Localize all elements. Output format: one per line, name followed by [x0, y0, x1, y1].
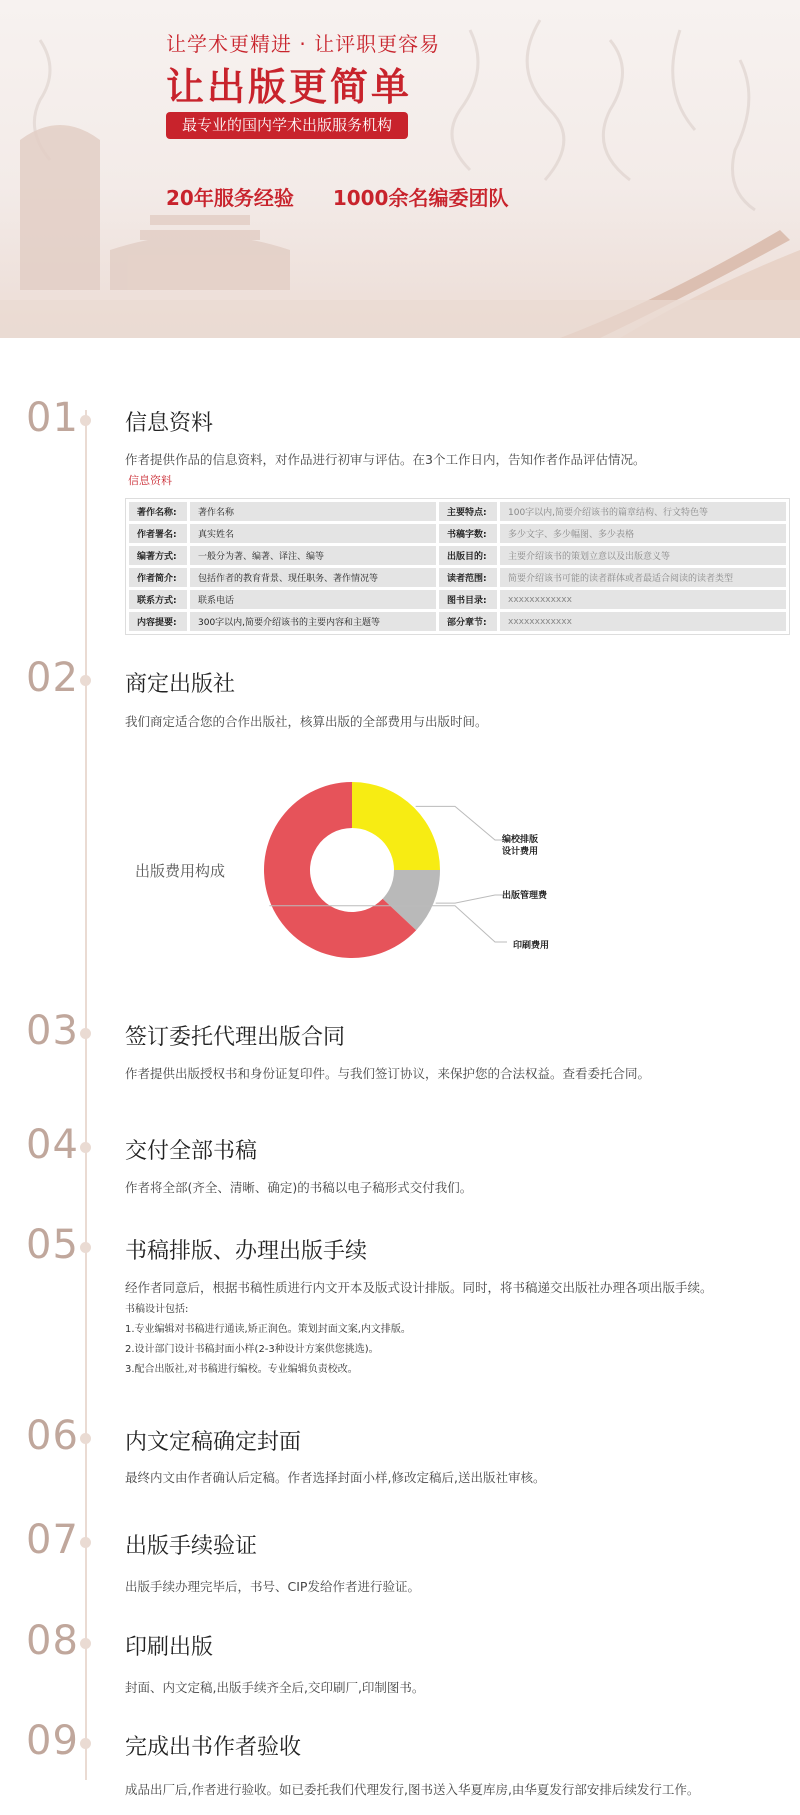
step-description: 出版手续办理完毕后，书号、CIP发给作者进行验证。 — [125, 1579, 420, 1594]
step-number: 06 — [26, 1413, 79, 1459]
info-table-row — [129, 568, 786, 587]
design-list-item: 1.专业编辑对书稿进行通读,矫正润色。策划封面文案,内文排版。 — [125, 1324, 411, 1335]
step-number: 01 — [26, 395, 79, 441]
design-list-item: 2.设计部门设计书稿封面小样(2-3种设计方案供您挑选)。 — [125, 1344, 379, 1355]
legend-label-design — [502, 834, 538, 858]
step-description: 经作者同意后，根据书稿性质进行内文开本及版式设计排版。同时，将书稿递交出版社办理各项出版手续。 — [125, 1280, 713, 1295]
hero-banner — [0, 0, 800, 338]
leader-line-1 — [436, 895, 507, 903]
info-cell-k2: 读者范围: — [439, 568, 497, 587]
legend-line: 编校排版 — [502, 835, 539, 845]
info-cell-k2: 出版目的: — [439, 546, 497, 565]
timeline-dot — [80, 675, 91, 686]
hero-stats — [166, 182, 540, 211]
step-title: 书稿排版、办理出版手续 — [125, 1239, 368, 1264]
info-cell-v2: xxxxxxxxxxxx — [500, 590, 786, 609]
hero-badge: 最专业的国内学术出版服务机构 — [166, 112, 408, 139]
step-number: 09 — [26, 1718, 79, 1764]
info-table — [125, 498, 790, 635]
cost-donut-chart — [260, 770, 640, 970]
hero-stat-editors: 1000余名编委团队 — [332, 186, 509, 210]
info-table-label: 信息资料 — [128, 474, 172, 487]
info-cell-k2: 书稿字数: — [439, 524, 497, 543]
info-table-row — [129, 590, 786, 609]
step-title: 内文定稿确定封面 — [125, 1430, 302, 1455]
info-cell-v2: 100字以内,简要介绍该书的篇章结构、行文特色等 — [500, 502, 786, 521]
info-cell-k2: 主要特点: — [439, 502, 497, 521]
timeline-dot — [80, 1242, 91, 1253]
step-title: 交付全部书稿 — [125, 1139, 258, 1164]
step-description: 作者将全部(齐全、清晰、确定)的书稿以电子稿形式交付我们。 — [125, 1180, 473, 1195]
hero-stat-years: 20年服务经验 — [166, 186, 294, 210]
donut-slice-0 — [352, 782, 440, 870]
step-description: 最终内文由作者确认后定稿。作者选择封面小样,修改定稿后,送出版社审核。 — [125, 1470, 546, 1485]
step-title: 商定出版社 — [125, 672, 236, 697]
step-description: 成品出厂后,作者进行验收。如已委托我们代理发行,图书送入华夏库房,由华夏发行部安排后续发行工作。 — [125, 1782, 700, 1797]
step-title: 印刷出版 — [125, 1635, 214, 1660]
step-description: 作者提供作品的信息资料，对作品进行初审与评估。在3个工作日内，告知作者作品评估情况。 — [125, 452, 646, 467]
step-description: 封面、内文定稿,出版手续齐全后,交印刷厂,印制图书。 — [125, 1680, 425, 1695]
info-cell-k1: 编著方式: — [129, 546, 187, 565]
step-number: 07 — [26, 1517, 79, 1563]
info-cell-k2: 图书目录: — [439, 590, 497, 609]
info-cell-v1: 著作名称 — [190, 502, 436, 521]
legend-line: 设计费用 — [502, 847, 539, 857]
info-cell-v2: 主要介绍该书的策划立意以及出版意义等 — [500, 546, 786, 565]
info-table-row — [129, 612, 786, 631]
step-number: 02 — [26, 655, 79, 701]
info-cell-v2: 简要介绍该书可能的读者群体或者最适合阅读的读者类型 — [500, 568, 786, 587]
chart-title: 出版费用构成 — [135, 862, 226, 880]
info-cell-k1: 著作名称: — [129, 502, 187, 521]
info-cell-k2: 部分章节: — [439, 612, 497, 631]
step-number: 04 — [26, 1122, 79, 1168]
info-cell-k1: 内容提要: — [129, 612, 187, 631]
info-cell-v1: 300字以内,简要介绍该书的主要内容和主题等 — [190, 612, 436, 631]
step-number: 08 — [26, 1618, 79, 1664]
info-table-row — [129, 502, 786, 521]
step-title: 签订委托代理出版合同 — [125, 1025, 346, 1050]
timeline-dot — [80, 415, 91, 426]
timeline-line — [85, 410, 87, 1780]
timeline-dot — [80, 1028, 91, 1039]
hero-title: 让出版更简单 — [166, 65, 413, 109]
info-table-row — [129, 524, 786, 543]
info-cell-v2: 多少文字、多少幅图、多少表格 — [500, 524, 786, 543]
legend-label-printing: 印刷费用 — [513, 941, 550, 951]
timeline-dot — [80, 1142, 91, 1153]
step-number: 03 — [26, 1008, 79, 1054]
timeline-dot — [80, 1537, 91, 1548]
step-title: 完成出书作者验收 — [125, 1735, 302, 1760]
timeline-dot — [80, 1638, 91, 1649]
step-number: 05 — [26, 1222, 79, 1268]
timeline-dot — [80, 1433, 91, 1444]
timeline-dot — [80, 1738, 91, 1749]
info-cell-v1: 一般分为著、编著、译注、编等 — [190, 546, 436, 565]
hero-subtitle: 让学术更精进 · 让评职更容易 — [166, 32, 441, 56]
info-cell-k1: 作者简介: — [129, 568, 187, 587]
info-cell-k1: 作者署名: — [129, 524, 187, 543]
design-list-heading: 书稿设计包括: — [125, 1304, 189, 1315]
design-list — [125, 1300, 411, 1380]
step-title: 信息资料 — [125, 411, 214, 436]
info-cell-v1: 真实姓名 — [190, 524, 436, 543]
step-description: 作者提供出版授权书和身份证复印件。与我们签订协议，来保护您的合法权益。查看委托合同。 — [125, 1066, 651, 1081]
info-table-row — [129, 546, 786, 565]
info-cell-v1: 包括作者的教育背景、现任职务、著作情况等 — [190, 568, 436, 587]
design-list-item: 3.配合出版社,对书稿进行编校。专业编辑负责校改。 — [125, 1364, 358, 1375]
legend-label-management: 出版管理费 — [502, 891, 548, 901]
info-cell-v1: 联系电话 — [190, 590, 436, 609]
info-cell-k1: 联系方式: — [129, 590, 187, 609]
step-title: 出版手续验证 — [125, 1534, 258, 1559]
step-description: 我们商定适合您的合作出版社，核算出版的全部费用与出版时间。 — [125, 714, 488, 729]
info-cell-v2: xxxxxxxxxxxx — [500, 612, 786, 631]
